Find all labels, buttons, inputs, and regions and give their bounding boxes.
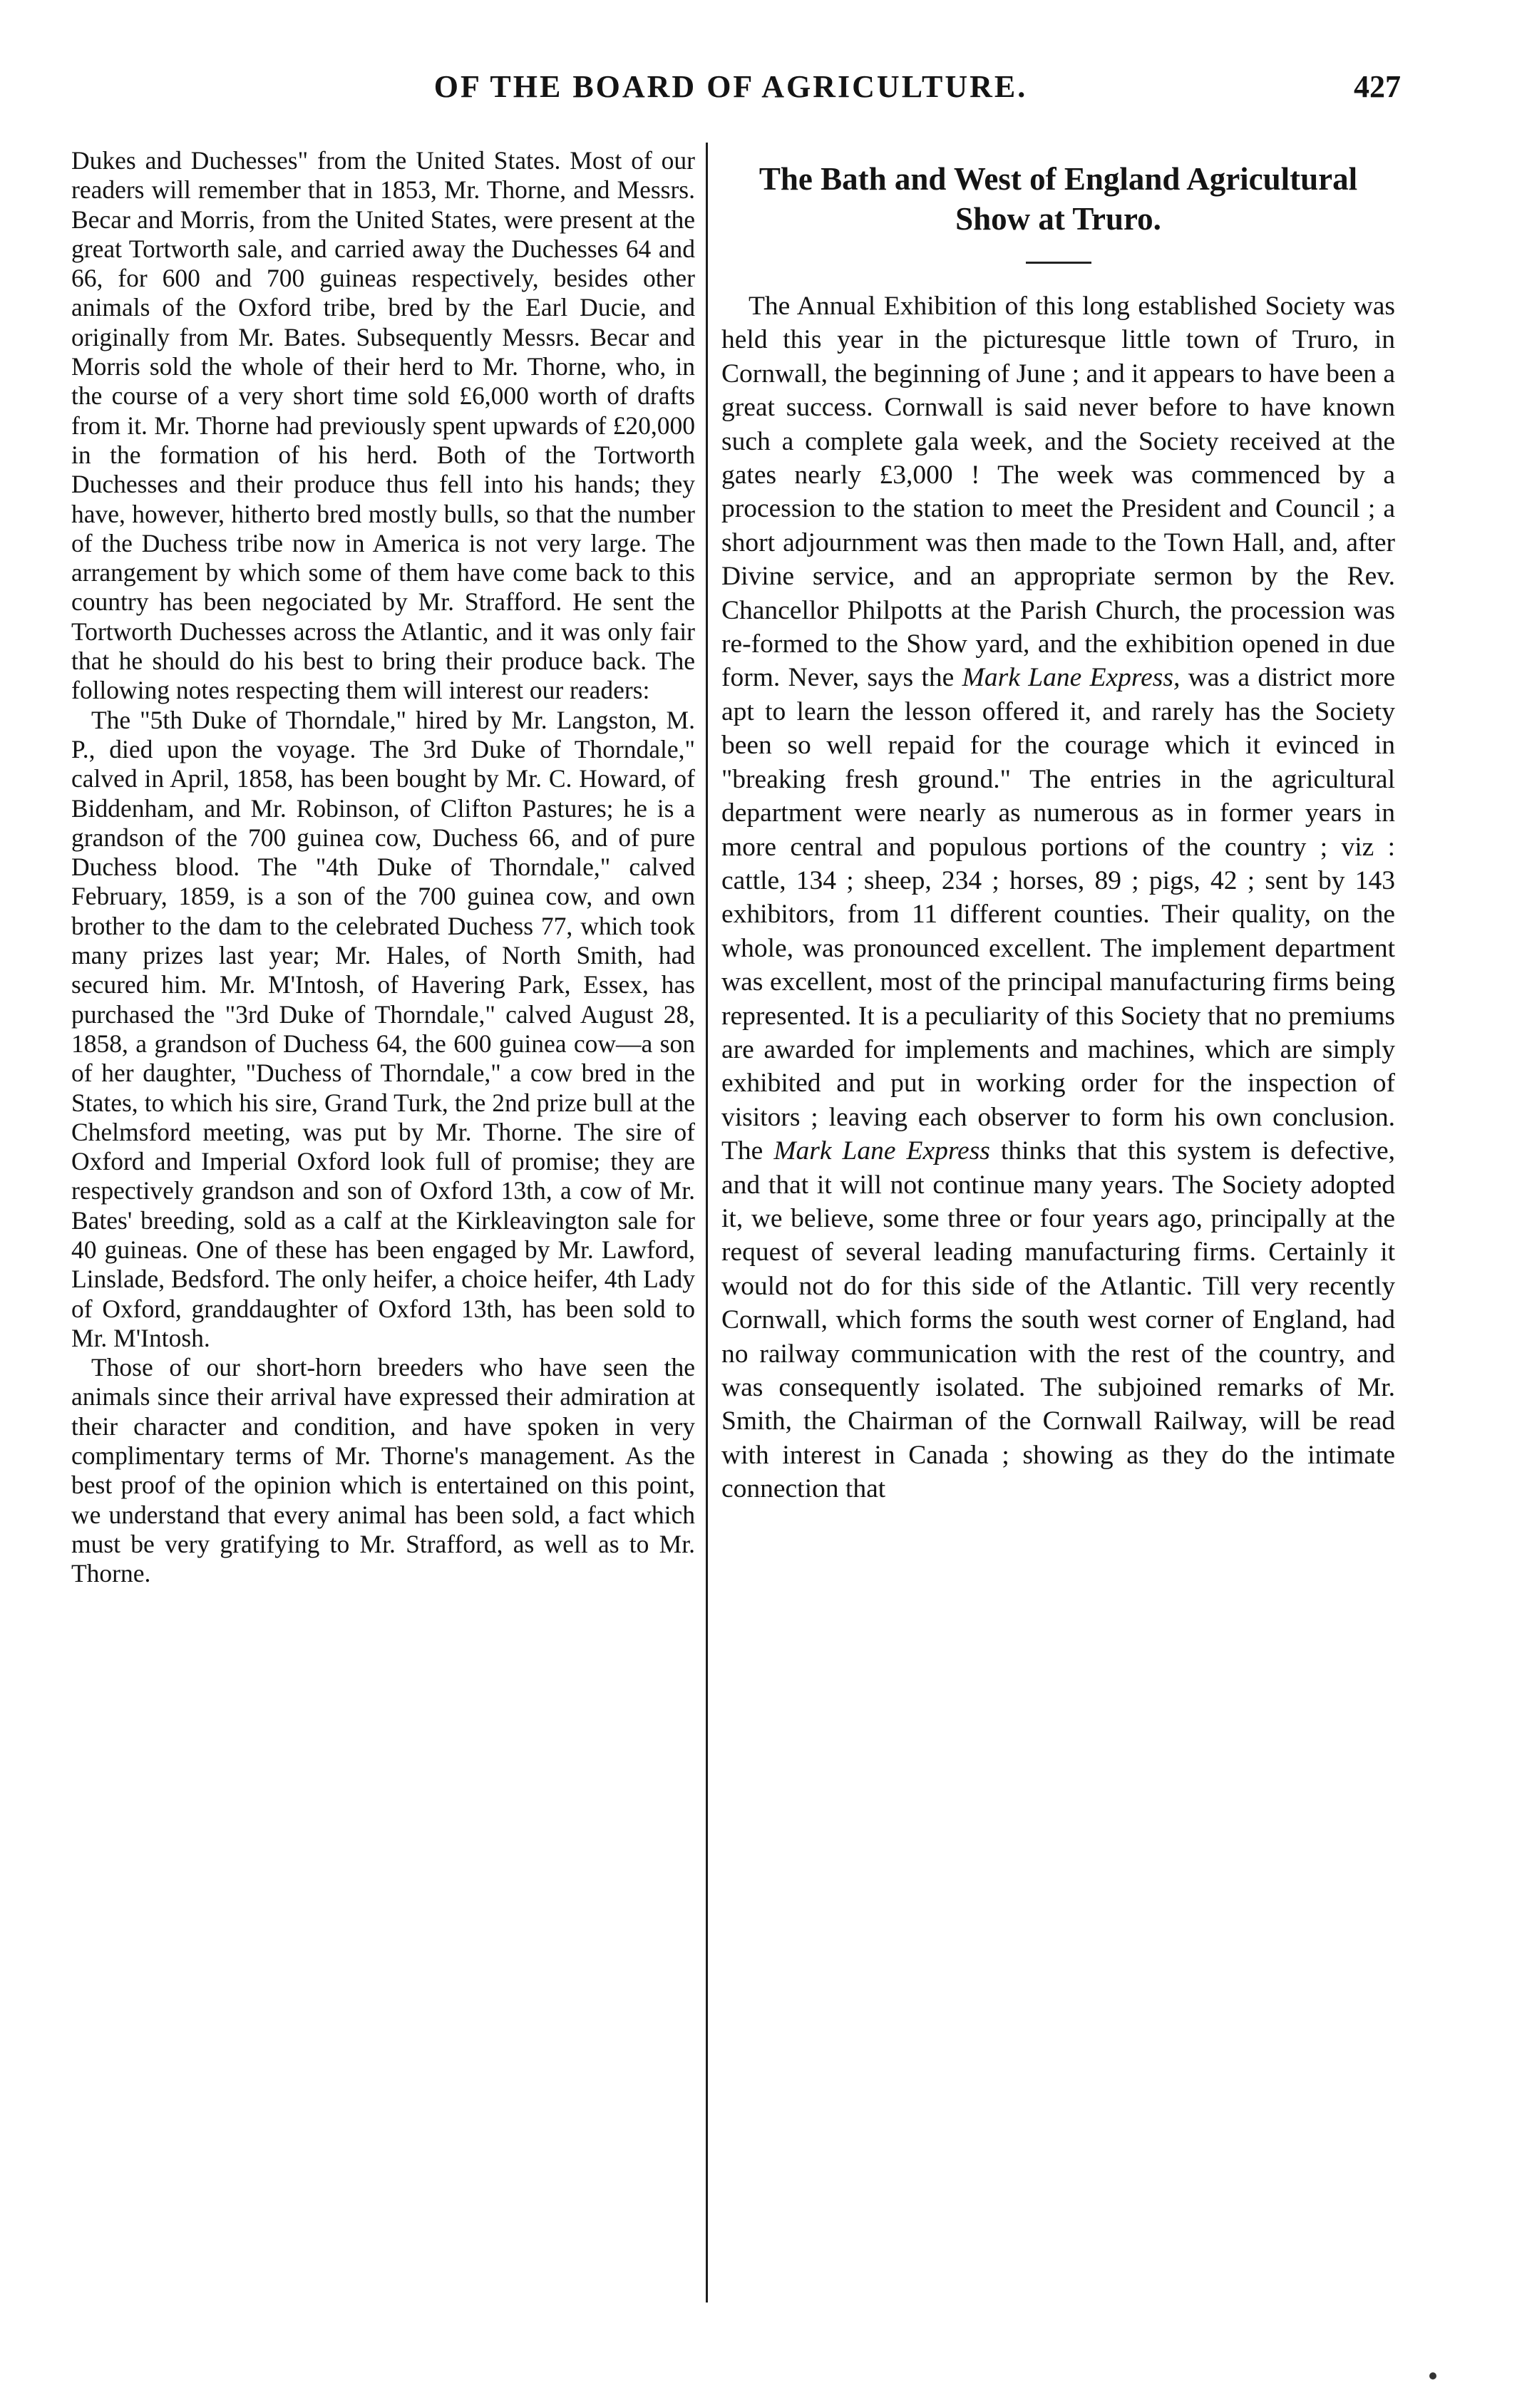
title-rule (1026, 262, 1091, 264)
print-speck (1429, 2372, 1436, 2379)
right-paragraph-1 (721, 289, 1395, 1506)
article-title: The Bath and West of England Agricultural Show at Truro. (759, 161, 1358, 237)
running-head: OF THE BOARD OF AGRICULTURE. (433, 69, 1028, 104)
left-paragraph-2: The "5th Duke of Thorndale," hired by Mr. Langston, M. P., died upon the voyage. The 3rd Duke of Thorndale," calved in April, 1858, has been bought by Mr. C. Howard, of Biddenham, and Mr. Robinson, of Clifton Pastures; he is a grandson of the 700 guinea cow, Duchess 66, and of pure Duchess blood. The "4th Duke of Thorndale," calved February, 1859, is a son of the 700 guinea cow, and own brother to the dam to the celebrated Duchess 77, which took many prizes last year; Mr. Hales, of North Smith, had secured him. Mr. M'Intosh, of Havering Park, Essex, has purchased the "3rd Duke of Thorndale," calved August 28, 1858, a grandson of Duchess 64, the 600 guinea cow—a son of her daughter, "Duchess of Thorndale," a cow bred in the States, to which his sire, Grand Turk, the 2nd prize bull at the Chelmsford meeting, was put by Mr. Thorne. The sire of Oxford and Imperial Oxford look full of promise; they are respectively grandson and son of Oxford 13th, a cow of Mr. Bates' breeding, sold as a calf at the Kirkleavington sale for 40 guineas. One of these has been engaged by Mr. Lawford, Linslade, Bedsford. The only heifer, a choice heifer, 4th Lady of Oxford, granddaughter of Oxford 13th, has been sold to Mr. M'Intosh. (71, 705, 695, 1352)
right-text-segment-2: was a district more apt to learn the lesson offered it, and rarely has the Society been so well repaid for the courage which it evinced in "breaking fresh ground." The entries in the agricultural department were nearly as numerous as in former years in more central and populous portions of the country ; viz : cattle, 134 ; sheep, 234 ; horses, 89 ; pigs, 42 ; sent by 143 exhibitors, from 11 different counties. Their quality, on the whole, was pronounced excellent. The implement department was excellent, most of the principal manufacturing firms being represented. It is a peculiarity of this Society that no premiums are awarded for implements and machines, which are simply exhibited and put in working order for the inspection of visitors ; leaving each observer to form his own conclusion. The (721, 663, 1395, 1166)
left-paragraph-3: Those of our short-horn breeders who have seen the animals since their arrival have expressed their admiration at their character and condition, and have spoken in very complimentary terms of Mr. Thorne's management. As the best proof of the opinion which is entertained on this point, we understand that every animal has been sold, a fact which must be very gratifying to Mr. Strafford, as well as to Mr. Thorne. (71, 1353, 695, 1588)
right-text-segment-3: thinks that this system is defective, and that it will not continue many years. The Society adopted it, we believe, some three or four years ago, principally at the request of several leading manufacturing firms. Certainly it would not do for this side of the Atlantic. Till very recently Cornwall, which forms the south west corner of England, had no railway communication with the rest of the country, and was consequently isolated. The subjoined remarks of Mr. Smith, the Chairman of the Cornwall Railway, will be read with interest in Canada ; showing as they do the intimate connection that (721, 1136, 1395, 1504)
left-paragraph-1: Dukes and Duchesses" from the United States. Most of our readers will remember that in 1853, Mr. Thorne, and Messrs. Becar and Morris, from the United States, were present at the great Tortworth sale, and carried away the Duchesses 64 and 66, for 600 and 700 guineas respectively, besides other animals of the Oxford tribe, bred by the Earl Ducie, and originally from Mr. Bates. Subsequently Messrs. Becar and Morris sold the whole of their herd to Mr. Thorne, who, in the course of a very short time sold £6,000 worth of drafts from it. Mr. Thorne had previously spent upwards of £20,000 in the formation of his herd. Both of the Tortworth Duchesses and their produce thus fell into his hands; they have, however, hitherto bred mostly bulls, so that the number of the Duchess tribe now in America is not very large. The arrangement by which some of them have come back to this country has been negociated by Mr. Strafford. He sent the Tortworth Duchesses across the Atlantic, and it was only fair that he should do his best to bring their produce back. The following notes respecting them will interest our readers: (71, 146, 695, 705)
column-rule (706, 143, 708, 2302)
italic-publication-2: Mark Lane Express (773, 1136, 990, 1166)
left-column (71, 146, 695, 1589)
italic-publication-1: Mark Lane Express, (962, 663, 1181, 693)
page-number: 427 (1354, 69, 1401, 104)
right-text-segment-1: The Annual Exhibition of this long established Society was held this year in the picturesque little town of Truro, in Cornwall, the beginning of June ; and it appears to have been a great success. Cornwall is said never before to have known such a complete gala week, and the Society received at the gates nearly £3,000 ! The week was commenced by a procession to the station to meet the President and Council ; a short adjournment was then made to the Town Hall, and, after Divine service, and an appropriate sermon by the Rev. Chancellor Philpotts at the Parish Church, the procession was re-formed to the Show yard, and the exhibition opened in due form. Never, says the (721, 292, 1395, 693)
right-column (721, 146, 1395, 1506)
